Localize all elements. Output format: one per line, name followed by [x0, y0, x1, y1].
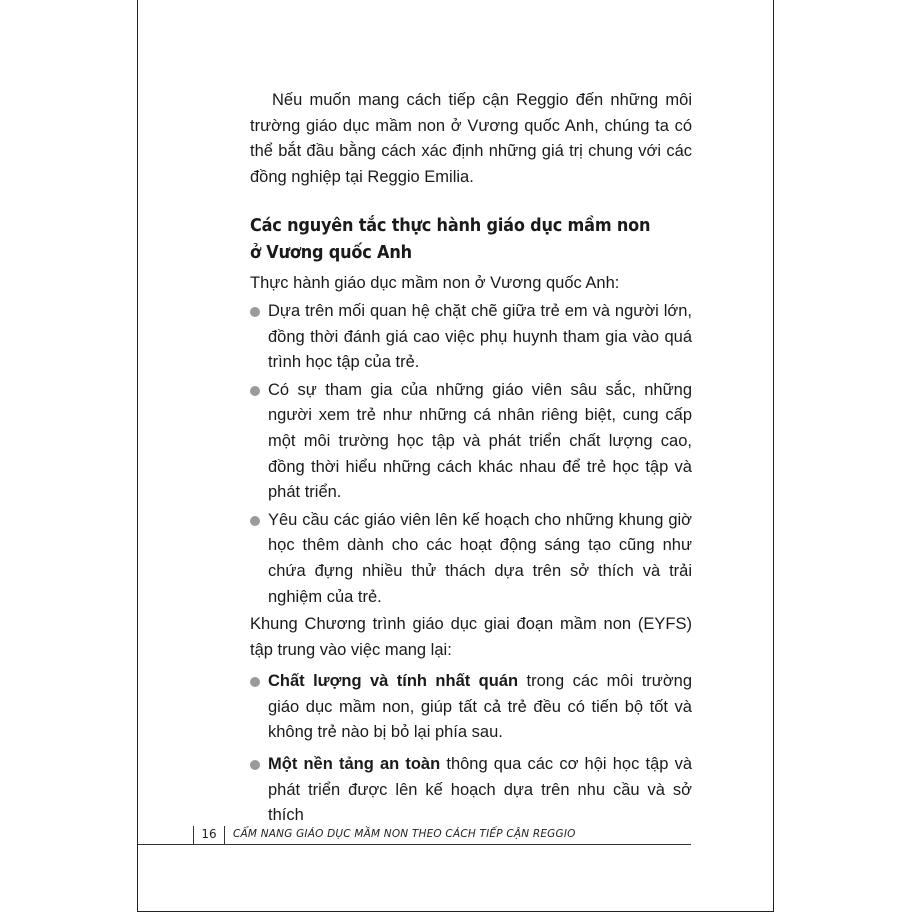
bullet-dot-icon	[250, 677, 260, 687]
list-item	[250, 378, 692, 506]
list-item-bold-text: Chất lượng và tính nhất quán	[268, 672, 519, 691]
list-item	[250, 752, 692, 829]
list-item-bold-text: Một nền tảng an toàn	[268, 755, 441, 774]
running-title: CẨM NANG GIÁO DỤC MẦM NON THEO CÁCH TIẾP CẬN REGGIO	[233, 828, 576, 840]
list-item-text: Yêu cầu các giáo viên lên kế hoạch cho những khung giờ học thêm dành cho các hoạt động sáng tạo cũng như chứa đựng nhiều thử thách dựa trên sở thích và trải nghiệm của trẻ.	[268, 510, 692, 606]
page-content	[250, 88, 692, 829]
section-heading-line-1: Các nguyên tắc thực hành giáo dục mầm non	[250, 216, 651, 237]
bullet-dot-icon	[250, 516, 260, 526]
list-item	[250, 508, 692, 610]
eyfs-intro-paragraph: Khung Chương trình giáo dục giai đoạn mầm non (EYFS) tập trung vào việc mang lại:	[250, 615, 692, 659]
bullet-dot-icon	[250, 760, 260, 770]
list-item	[250, 299, 692, 376]
bullet-dot-icon	[250, 307, 260, 317]
lead-text: Thực hành giáo dục mầm non ở Vương quốc Anh:	[250, 274, 620, 293]
list-item-text: Dựa trên mối quan hệ chặt chẽ giữa trẻ em và người lớn, đồng thời đánh giá cao việc phụ huynh tham gia vào quá trình học tập của trẻ.	[268, 301, 692, 372]
list-item-text: trong các môi trường giáo dục mầm non, giúp tất cả trẻ đều có tiến bộ tốt và không trẻ nào bị bỏ lại phía sau.	[268, 672, 692, 742]
principles-list	[250, 299, 692, 610]
page-footer	[138, 826, 691, 846]
book-page	[137, 0, 774, 912]
footer-rule	[138, 844, 691, 845]
section-heading-line-2: ở Vương quốc Anh	[250, 243, 412, 264]
list-item-text: Có sự tham gia của những giáo viên sâu sắc, những người xem trẻ như những cá nhân riêng biệt, cung cấp một môi trường học tập và phát triển chất lượng cao, đồng thời hiểu những cách khác nhau để trẻ học tập và phát triển.	[268, 380, 692, 502]
bullet-dot-icon	[250, 386, 260, 396]
list-item-text: thông qua các cơ hội học tập và phát triển được lên kế hoạch dựa trên nhu cầu và sở thích	[268, 755, 693, 825]
list-item	[250, 669, 692, 746]
section-heading	[250, 213, 689, 267]
intro-paragraph: Nếu muốn mang cách tiếp cận Reggio đến những môi trường giáo dục mầm non ở Vương quốc Anh, chúng ta có thể bắt đầu bằng cách xác định những giá trị chung với các đồng nghiệp tại Reggio Emilia.	[250, 91, 692, 186]
eyfs-list	[250, 669, 692, 829]
page-number: 16	[201, 827, 217, 841]
